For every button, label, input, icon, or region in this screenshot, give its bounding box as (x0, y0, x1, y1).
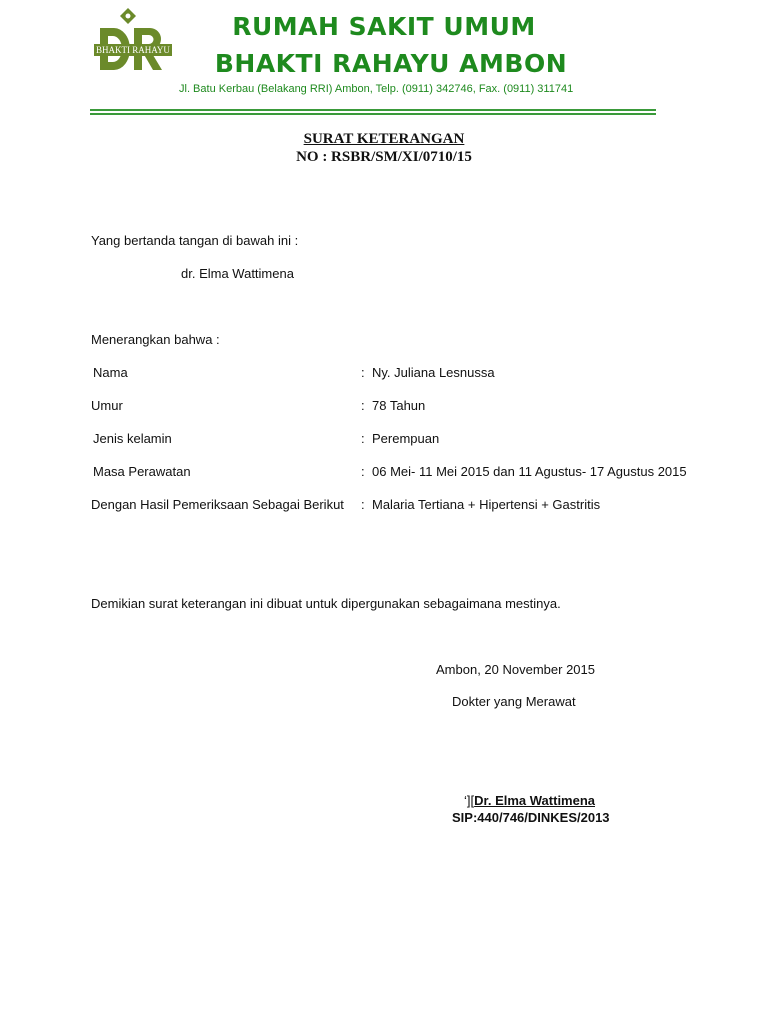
field-label: Jenis kelamin (93, 431, 172, 446)
intro-text: Yang bertanda tangan di bawah ini : (91, 233, 299, 248)
field-separator: : (361, 431, 365, 446)
field-label: Umur (91, 398, 123, 413)
header-rule-bottom (90, 113, 656, 115)
header-rule-top (90, 109, 656, 111)
closing-text: Demikian surat keterangan ini dibuat untuk dipergunakan sebagaimana mestinya. (91, 596, 561, 611)
field-value: Perempuan (372, 431, 440, 446)
sip-number: SIP:440/746/DINKES/2013 (452, 810, 610, 825)
field-separator: : (361, 464, 365, 479)
hospital-name-line1: RUMAH SAKIT UMUM (232, 12, 536, 41)
field-value: 78 Tahun (372, 398, 426, 413)
field-separator: : (361, 398, 365, 413)
field-label: Nama (93, 365, 128, 380)
field-separator: : (361, 497, 365, 512)
hospital-address: Jl. Batu Kerbau (Belakang RRI) Ambon, Telp. (0911) 342746, Fax. (0911) 311741 (179, 83, 574, 95)
logo-text: BHAKTI RAHAYU (96, 45, 170, 55)
signature-line (464, 793, 595, 808)
field-separator: : (361, 365, 365, 380)
place-date: Ambon, 20 November 2015 (436, 662, 595, 677)
field-label: Dengan Hasil Pemeriksaan Sebagai Berikut (91, 497, 344, 512)
document-title: SURAT KETERANGAN (303, 131, 465, 147)
signature-name: Dr. Elma Wattimena (474, 793, 596, 808)
signer-name: dr. Elma Wattimena (181, 266, 294, 281)
hospital-name-line2: BHAKTI RAHAYU AMBON (214, 49, 568, 78)
document-number: NO : RSBR/SM/XI/0710/15 (296, 149, 472, 165)
field-label: Masa Perawatan (93, 464, 191, 479)
statement-text: Menerangkan bahwa : (91, 332, 220, 347)
signature-prefix: ‘][ (464, 793, 475, 808)
field-value: 06 Mei- 11 Mei 2015 dan 11 Agustus- 17 Agustus 2015 (372, 464, 687, 479)
field-value: Malaria Tertiana + Hipertensi + Gastritis (372, 497, 601, 512)
signer-role: Dokter yang Merawat (452, 694, 576, 709)
field-value: Ny. Juliana Lesnussa (372, 365, 495, 380)
